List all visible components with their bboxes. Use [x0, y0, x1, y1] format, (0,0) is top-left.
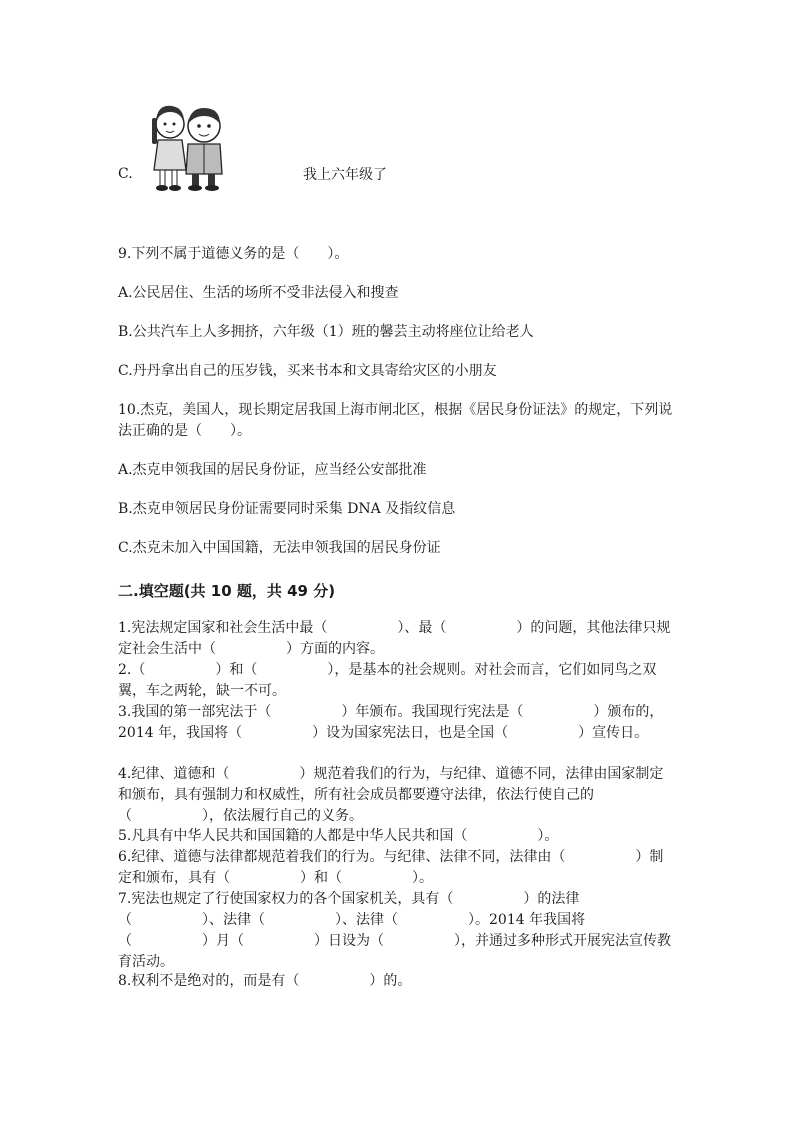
fill-question-1: 1.宪法规定国家和社会生活中最（ ）、最（ ）的问题，其他法律只规定社会生活中（ ）方面的内容。	[118, 620, 671, 657]
question-10-option-c: C.杰克未加入中国国籍，无法申领我国的居民身份证	[118, 540, 441, 556]
fill-question-6: 6.纪律、道德与法律都规范着我们的行为。与纪律、法律不同，法律由（ ）制定和颁布，具有（ ）和（ ）。	[118, 849, 664, 886]
question-9-option-b: B.公共汽车上人多拥挤，六年级（1）班的馨芸主动将座位让给老人	[118, 324, 534, 340]
fill-question-2: 2.（ ）和（ ），是基本的社会规则。对社会而言，它们如同鸟之双翼，车之两轮，缺一不可。	[118, 662, 657, 699]
fill-question-8: 8.权利不是绝对的，而是有（ ）的。	[118, 973, 412, 989]
section-title: 二.填空题(共 10 题，共 49 分)	[118, 582, 336, 600]
fill-question-3: 3.我国的第一部宪法于（ ）年颁布。我国现行宪法是（ ）颁布的，2014 年，我国将（ ）设为国家宪法日，也是全国（ ）宣传日。	[118, 704, 664, 741]
question-10-option-a: A.杰克申领我国的居民身份证，应当经公安部批准	[118, 462, 427, 478]
question-9-option-a: A.公民居住、生活的场所不受非法侵入和搜查	[118, 285, 399, 301]
question-9-option-c: C.丹丹拿出自己的压岁钱，买来书本和文具寄给灾区的小朋友	[118, 363, 497, 379]
question-9-stem: 9.下列不属于道德义务的是（ ）。	[118, 246, 349, 262]
fill-question-4: 4.纪律、道德和（ ）规范着我们的行为，与纪律、道德不同，法律由国家制定和颁布，具有强制力和权威性，所有社会成员都要遵守法律，依法行使自己的（ ），依法履行自己的义务。	[118, 766, 664, 824]
children-illustration	[142, 98, 230, 196]
fill-question-7: 7.宪法也规定了行使国家权力的各个国家机关，具有（ ）的法律（ ）、法律（ ）、法律（ ）。2014 年我国将（ ）月（ ）日设为（ ），并通过多种形式开展宪法宣传教育活动。	[118, 891, 671, 970]
question-10-stem: 10.杰克，美国人，现长期定居我国上海市闸北区，根据《居民身份证法》的规定，下列说法正确的是（ ）。	[118, 402, 673, 439]
option-c-label: C.	[118, 166, 133, 182]
question-10-option-b: B.杰克申领居民身份证需要同时采集 DNA 及指纹信息	[118, 501, 456, 517]
illustration-caption: 我上六年级了	[303, 167, 387, 183]
fill-question-5: 5.凡具有中华人民共和国国籍的人都是中华人民共和国（ ）。	[118, 828, 559, 844]
